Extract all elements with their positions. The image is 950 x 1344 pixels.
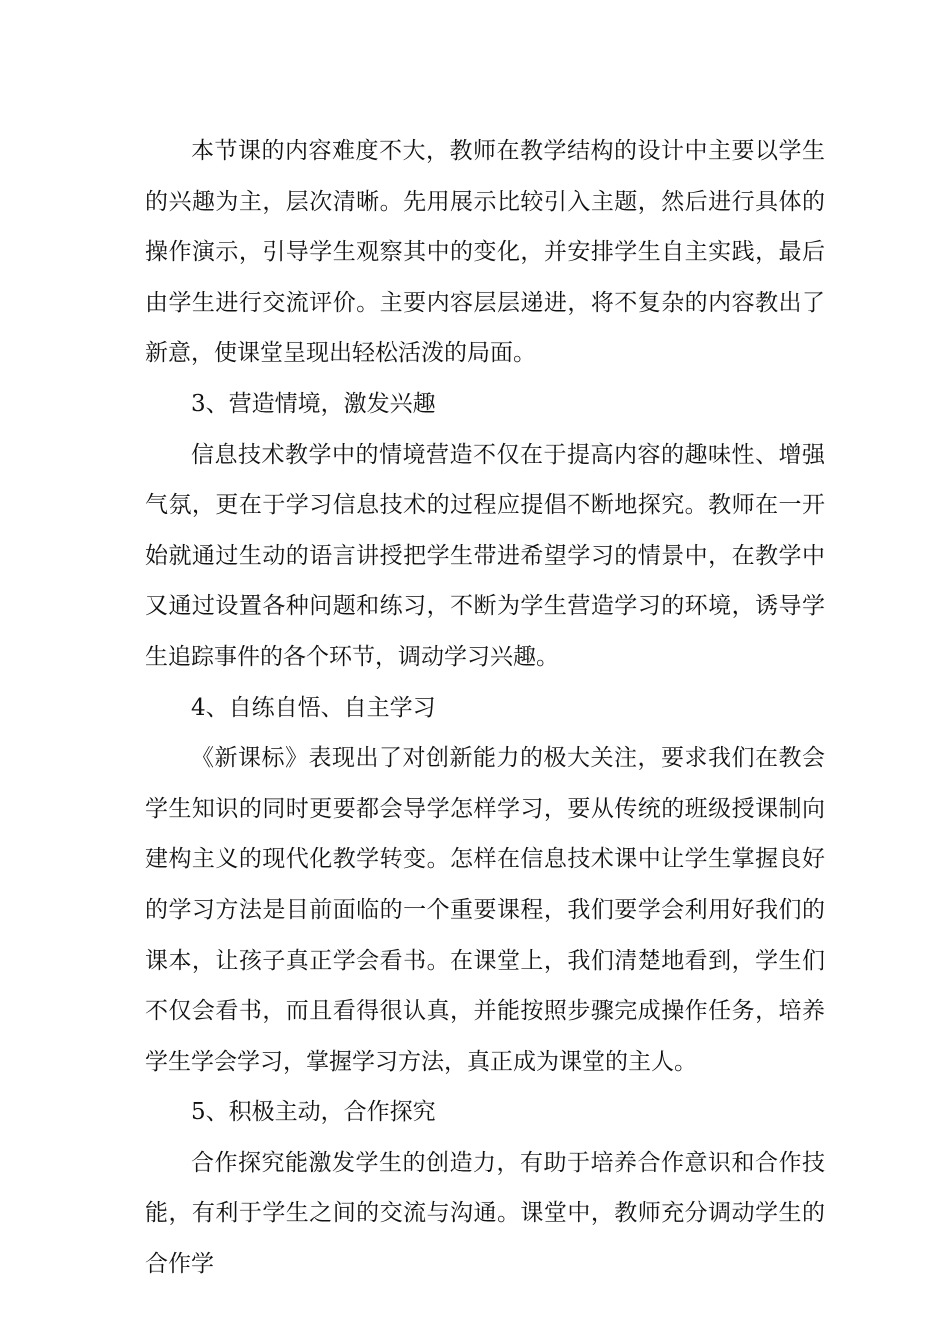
paragraph: 本节课的内容难度不大，教师在教学结构的设计中主要以学生的兴趣为主，层次清晰。先用展示比较引入主题，然后进行具体的操作演示，引导学生观察其中的变化，并安排学生自主实践，最后由学生进行交流评价。主要内容层层递进，将不复杂的内容教出了新意，使课堂呈现出轻松活泼的局面。 <box>145 138 825 367</box>
document-body <box>145 126 825 1290</box>
section-heading: 3、营造情境，激发兴趣 <box>191 390 436 417</box>
paragraph: 《新课标》表现出了对创新能力的极大关注，要求我们在教会学生知识的同时更要都会导学怎样学习，要从传统的班级授课制向建构主义的现代化教学转变。怎样在信息技术课中让学生掌握良好的学习方法是目前面临的一个重要课程，我们要学会利用好我们的课本，让孩子真正学会看书。在课堂上，我们清楚地看到，学生们不仅会看书，而且看得很认真，并能按照步骤完成操作任务，培养学生学会学习，掌握学习方法，真正成为课堂的主人。 <box>145 745 825 1075</box>
section-heading: 5、积极主动，合作探究 <box>191 1099 436 1126</box>
paragraph: 合作探究能激发学生的创造力，有助于培养合作意识和合作技能，有利于学生之间的交流与沟通。课堂中，教师充分调动学生的合作学 <box>145 1149 825 1278</box>
paragraph: 信息技术教学中的情境营造不仅在于提高内容的趣味性、增强气氛，更在于学习信息技术的过程应提倡不断地探究。教师在一开始就通过生动的语言讲授把学生带进希望学习的情景中，在教学中又通过设置各种问题和练习，不断为学生营造学习的环境，诱导学生追踪事件的各个环节，调动学习兴趣。 <box>145 441 825 670</box>
section-heading: 4、自练自悟、自主学习 <box>191 694 436 721</box>
